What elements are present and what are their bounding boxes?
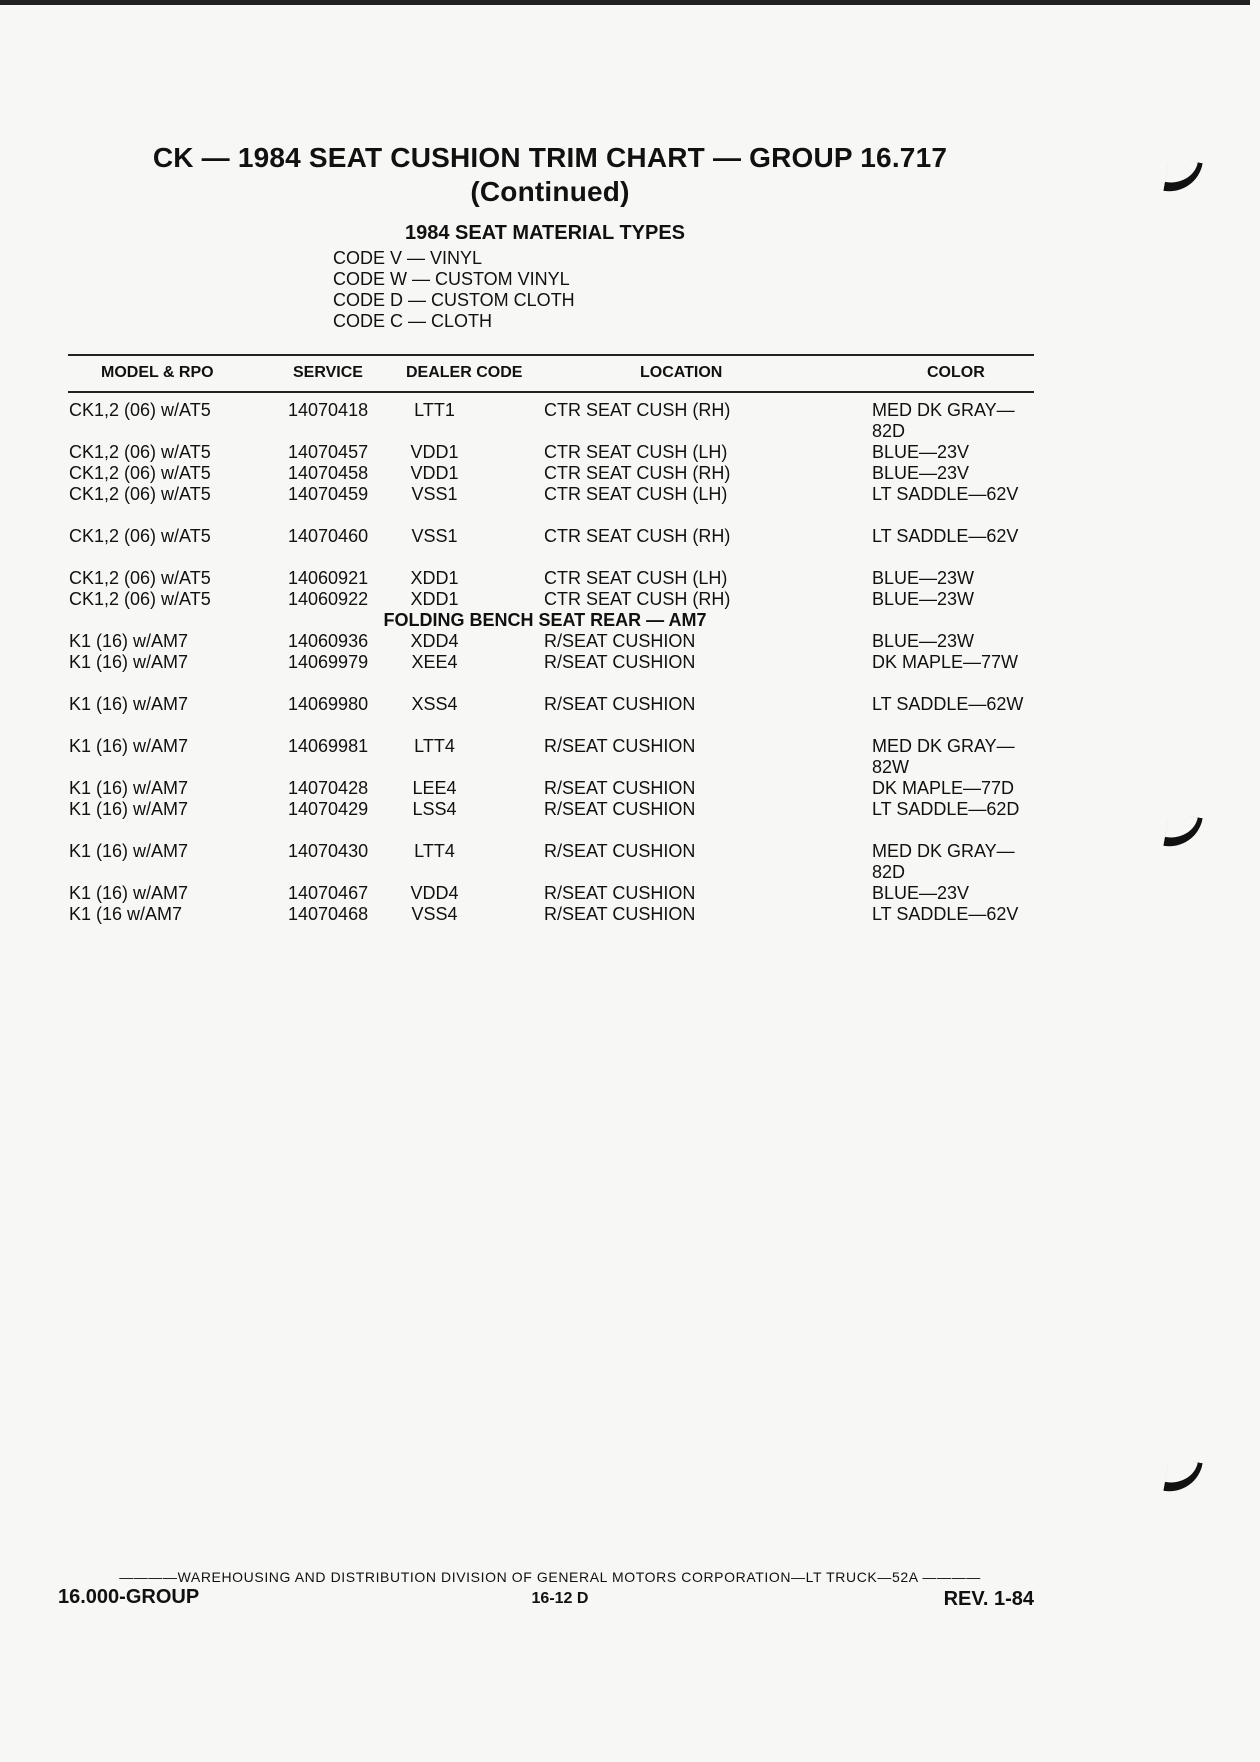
cell-color: BLUE—23V	[872, 883, 970, 903]
cell-dealer-code: VDD1	[410, 442, 459, 462]
cell-dealer-code: LTT1	[414, 400, 455, 420]
table-row	[0, 631, 1260, 652]
cell-dealer-code: LSS4	[412, 799, 457, 819]
material-code: CODE V — VINYL	[333, 248, 483, 268]
table-row	[0, 736, 1260, 778]
cell-color: LT SADDLE—62W	[872, 694, 1024, 714]
cell-color: BLUE—23V	[872, 442, 970, 462]
cell-location: CTR SEAT CUSH (LH)	[544, 442, 728, 462]
cell-location: R/SEAT CUSHION	[544, 694, 696, 714]
header-dealer-code: DEALER CODE	[406, 364, 523, 381]
table-row	[0, 463, 1260, 484]
cell-model: K1 (16) w/AM7	[69, 799, 189, 819]
material-code: CODE C — CLOTH	[333, 311, 493, 331]
cell-service: 14070418	[288, 400, 369, 420]
binder-hole-icon	[1163, 157, 1202, 196]
table-row	[0, 841, 1260, 883]
cell-location: R/SEAT CUSHION	[544, 841, 696, 861]
table-row	[0, 484, 1260, 526]
cell-model: CK1,2 (06) w/AT5	[69, 442, 211, 462]
cell-model: K1 (16) w/AM7	[69, 883, 189, 903]
cell-color: LT SADDLE—62D	[872, 799, 1020, 819]
page-title: CK — 1984 SEAT CUSHION TRIM CHART — GROUP 16.717	[152, 142, 948, 173]
cell-color: BLUE—23W	[872, 589, 975, 609]
header-service: SERVICE	[293, 364, 363, 381]
table-row	[0, 799, 1260, 841]
table-row	[0, 526, 1260, 568]
cell-dealer-code: LTT4	[414, 841, 455, 861]
table-header-rule	[68, 391, 1034, 393]
footer-page-number: 16-12 D	[531, 1590, 589, 1607]
cell-dealer-code: VSS1	[411, 526, 458, 546]
cell-location: R/SEAT CUSHION	[544, 904, 696, 924]
cell-color: BLUE—23W	[872, 568, 975, 588]
cell-model: CK1,2 (06) w/AT5	[69, 589, 211, 609]
cell-service: 14060921	[288, 568, 369, 588]
cell-model: K1 (16) w/AM7	[69, 778, 189, 798]
cell-dealer-code: XDD1	[410, 589, 459, 609]
cell-color: BLUE—23W	[872, 631, 975, 651]
cell-color: LT SADDLE—62V	[872, 526, 1019, 546]
cell-service: 14070459	[288, 484, 369, 504]
cell-color: BLUE—23V	[872, 463, 970, 483]
table-row	[0, 778, 1260, 799]
cell-model: K1 (16) w/AM7	[69, 841, 189, 861]
section-heading: FOLDING BENCH SEAT REAR — AM7	[383, 610, 707, 630]
header-location: LOCATION	[640, 364, 723, 381]
footer-group: 16.000-GROUP	[58, 1586, 200, 1608]
cell-service: 14070430	[288, 841, 369, 861]
cell-location: R/SEAT CUSHION	[544, 778, 696, 798]
cell-dealer-code: VSS4	[411, 904, 458, 924]
cell-location: CTR SEAT CUSH (LH)	[544, 484, 728, 504]
header-color: COLOR	[927, 364, 985, 381]
table-row	[0, 442, 1260, 463]
material-types-heading: 1984 SEAT MATERIAL TYPES	[404, 222, 686, 244]
cell-location: CTR SEAT CUSH (RH)	[544, 526, 731, 546]
cell-color: DK MAPLE—77D	[872, 778, 1015, 798]
cell-model: CK1,2 (06) w/AT5	[69, 400, 211, 420]
table-row	[0, 400, 1260, 442]
cell-model: K1 (16) w/AM7	[69, 631, 189, 651]
material-code: CODE W — CUSTOM VINYL	[333, 269, 570, 289]
cell-service: 14070428	[288, 778, 369, 798]
cell-dealer-code: XSS4	[411, 694, 458, 714]
cell-service: 14070460	[288, 526, 369, 546]
cell-location: CTR SEAT CUSH (RH)	[544, 400, 731, 420]
cell-model: CK1,2 (06) w/AT5	[69, 484, 211, 504]
cell-dealer-code: LEE4	[412, 778, 457, 798]
cell-model: K1 (16) w/AM7	[69, 736, 189, 756]
header-model: MODEL & RPO	[101, 364, 214, 381]
cell-dealer-code: XDD1	[410, 568, 459, 588]
table-top-rule	[68, 354, 1034, 356]
cell-service: 14070468	[288, 904, 369, 924]
cell-location: R/SEAT CUSHION	[544, 799, 696, 819]
page-subtitle: (Continued)	[470, 176, 630, 207]
footer-revision: REV. 1-84	[943, 1588, 1034, 1610]
table-row	[0, 589, 1260, 610]
table-row	[0, 883, 1260, 904]
cell-dealer-code: XDD4	[410, 631, 459, 651]
cell-dealer-code: XEE4	[411, 652, 458, 672]
cell-dealer-code: VDD4	[410, 883, 459, 903]
cell-color: MED DK GRAY—82D	[872, 400, 1015, 441]
cell-color: LT SADDLE—62V	[872, 484, 1019, 504]
cell-service: 14070458	[288, 463, 369, 483]
cell-dealer-code: VDD1	[410, 463, 459, 483]
cell-service: 14070467	[288, 883, 369, 903]
cell-model: K1 (16) w/AM7	[69, 652, 189, 672]
cell-service: 14069980	[288, 694, 369, 714]
cell-model: CK1,2 (06) w/AT5	[69, 568, 211, 588]
cell-service: 14069979	[288, 652, 369, 672]
cell-location: R/SEAT CUSHION	[544, 631, 696, 651]
cell-location: CTR SEAT CUSH (RH)	[544, 589, 731, 609]
cell-location: R/SEAT CUSHION	[544, 652, 696, 672]
cell-model: CK1,2 (06) w/AT5	[69, 526, 211, 546]
table-row	[0, 652, 1260, 694]
table-row	[0, 568, 1260, 589]
cell-dealer-code: LTT4	[414, 736, 455, 756]
cell-dealer-code: VSS1	[411, 484, 458, 504]
footer-publisher-line: ————WAREHOUSING AND DISTRIBUTION DIVISION OF GENERAL MOTORS CORPORATION—LT TRUCK—52A ————	[119, 1569, 981, 1585]
cell-location: R/SEAT CUSHION	[544, 883, 696, 903]
section-heading-row	[0, 610, 1260, 631]
cell-location: R/SEAT CUSHION	[544, 736, 696, 756]
cell-service: 14070457	[288, 442, 369, 462]
cell-location: CTR SEAT CUSH (RH)	[544, 463, 731, 483]
cell-model: CK1,2 (06) w/AT5	[69, 463, 211, 483]
cell-service: 14070429	[288, 799, 369, 819]
material-codes-list	[333, 248, 575, 332]
cell-model: K1 (16 w/AM7	[69, 904, 183, 924]
cell-color: DK MAPLE—77W	[872, 652, 1019, 672]
cell-service: 14060922	[288, 589, 369, 609]
cell-color: MED DK GRAY—82D	[872, 841, 1015, 882]
cell-model: K1 (16) w/AM7	[69, 694, 189, 714]
cell-service: 14069981	[288, 736, 369, 756]
binder-hole-icon	[1163, 1457, 1202, 1496]
cell-color: MED DK GRAY—82W	[872, 736, 1015, 777]
material-code: CODE D — CUSTOM CLOTH	[333, 290, 575, 310]
cell-location: CTR SEAT CUSH (LH)	[544, 568, 728, 588]
trim-table	[0, 400, 1260, 946]
table-row	[0, 694, 1260, 736]
cell-color: LT SADDLE—62V	[872, 904, 1019, 924]
table-row	[0, 904, 1260, 946]
cell-service: 14060936	[288, 631, 369, 651]
top-rule	[0, 0, 1250, 5]
